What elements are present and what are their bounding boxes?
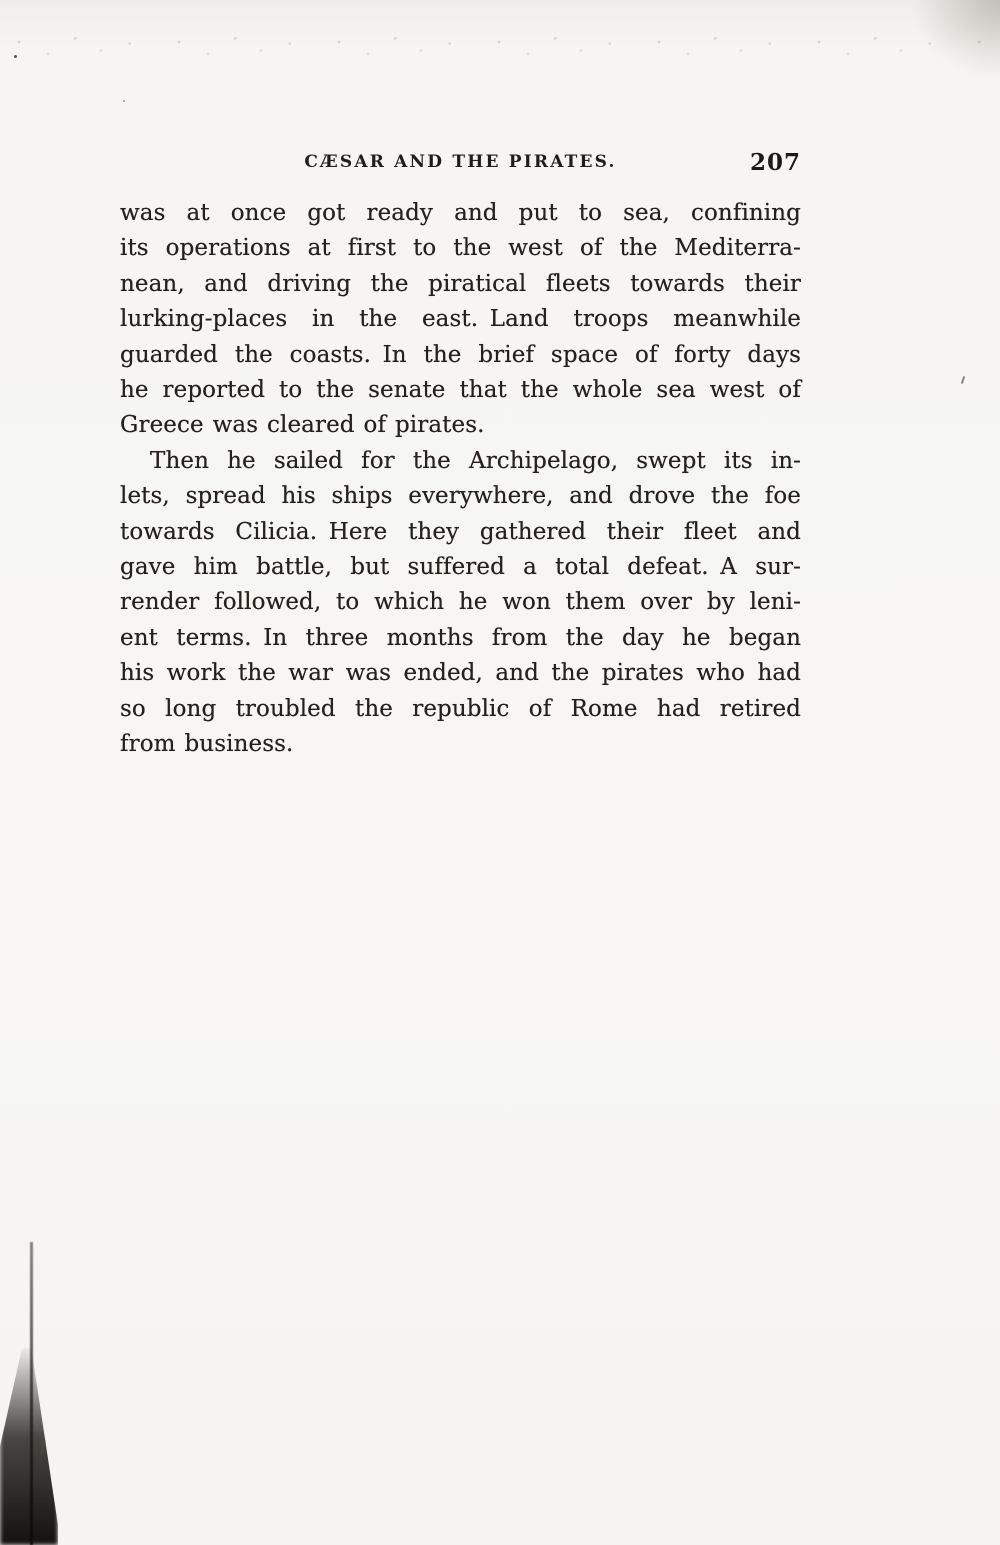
text-line: was at once got ready and put to sea, confining <box>120 200 801 226</box>
text-line: lurking-places in the east. Land troops meanwhile <box>120 306 801 333</box>
text-line: he reported to the senate that the whole sea west of <box>120 377 801 404</box>
text-column <box>120 140 801 763</box>
text-line: nean, and driving the piratical fleets towards their <box>120 270 801 297</box>
paragraph <box>120 444 801 763</box>
running-head-title: CÆSAR AND THE PIRATES. <box>304 152 617 172</box>
text-line: ent terms. In three months from the day he began <box>120 624 801 651</box>
ink-speck <box>14 55 17 58</box>
text-line: from business. <box>120 731 294 758</box>
text-line: gave him battle, but suffered a total defeat. A sur- <box>120 554 801 581</box>
text-line: so long troubled the republic of Rome had retired <box>120 695 801 722</box>
scan-corner-smudge <box>910 0 1000 80</box>
ink-speck <box>123 100 125 102</box>
text-line: render followed, to which he won them over by leni- <box>120 589 801 616</box>
page-header <box>120 140 801 176</box>
text-line: lets, spread his ships everywhere, and drove the foe <box>120 483 801 510</box>
text-line: towards Cilicia. Here they gathered their fleet and <box>120 518 801 545</box>
text-line: its operations at first to the west of the Mediterra- <box>120 235 801 262</box>
text-line: Then he sailed for the Archipelago, swept its in- <box>150 447 801 474</box>
text-line: his work the war was ended, and the pirates who had <box>120 660 801 687</box>
paragraph <box>120 196 801 444</box>
ink-speck <box>961 376 965 384</box>
body-text <box>120 196 801 763</box>
page-number: 207 <box>749 149 801 176</box>
text-line: Greece was cleared of pirates. <box>120 412 485 439</box>
binding-shadow <box>0 1348 58 1545</box>
scan-noise-band <box>0 30 1000 64</box>
text-line: guarded the coasts. In the brief space of forty days <box>120 341 801 368</box>
